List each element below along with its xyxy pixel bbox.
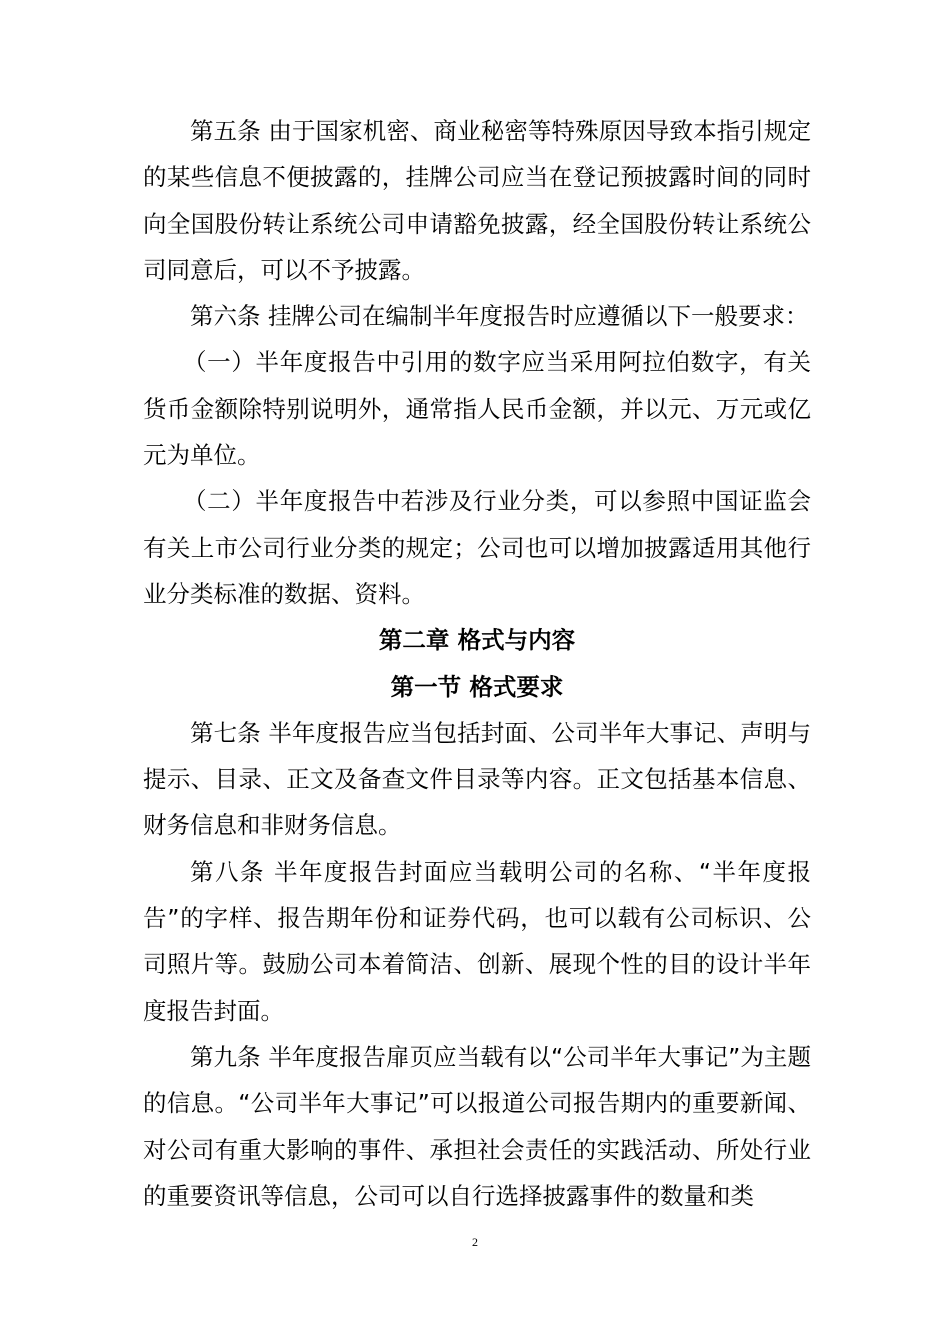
section-heading: 第一节 格式要求 bbox=[390, 672, 564, 701]
article-8-paragraph: 第八条 半年度报告封面应当载明公司的名称、“半年度报告”的字样、报告期年份和证券代码，也可以载有公司标识、公司照片等。鼓励公司本着简洁、创新、展现个性的目的设计半年度报告封面。 bbox=[143, 857, 811, 1025]
article-6-paragraph: 第六条 挂牌公司在编制半年度报告时应遵循以下一般要求： bbox=[190, 302, 809, 331]
article-5-paragraph: 第五条 由于国家机密、商业秘密等特殊原因导致本指引规定的某些信息不便披露的，挂牌公司应当在登记预披露时间的同时向全国股份转让系统公司申请豁免披露，经全国股份转让系统公司同意后，可以不予披露。 bbox=[143, 117, 811, 284]
article-7-paragraph: 第七条 半年度报告应当包括封面、公司半年大事记、声明与提示、目录、正文及备查文件目录等内容。正文包括基本信息、财务信息和非财务信息。 bbox=[143, 718, 811, 840]
chapter-heading: 第二章 格式与内容 bbox=[378, 626, 576, 655]
article-9-paragraph: 第九条 半年度报告扉页应当载有以“公司半年大事记”为主题的信息。“公司半年大事记”可以报道公司报告期内的重要新闻、对公司有重大影响的事件、承担社会责任的实践活动、所处行业的重要资讯等信息，公司可以自行选择披露事件的数量和类 bbox=[143, 1042, 811, 1210]
page-number: 2 bbox=[472, 1235, 478, 1249]
list-item-1: （一）半年度报告中引用的数字应当采用阿拉伯数字，有关货币金额除特别说明外，通常指人民币金额，并以元、万元或亿元为单位。 bbox=[143, 348, 811, 470]
document-body bbox=[143, 108, 811, 1219]
list-item-2: （二）半年度报告中若涉及行业分类，可以参照中国证监会有关上市公司行业分类的规定；公司也可以增加披露适用其他行业分类标准的数据、资料。 bbox=[143, 487, 811, 608]
